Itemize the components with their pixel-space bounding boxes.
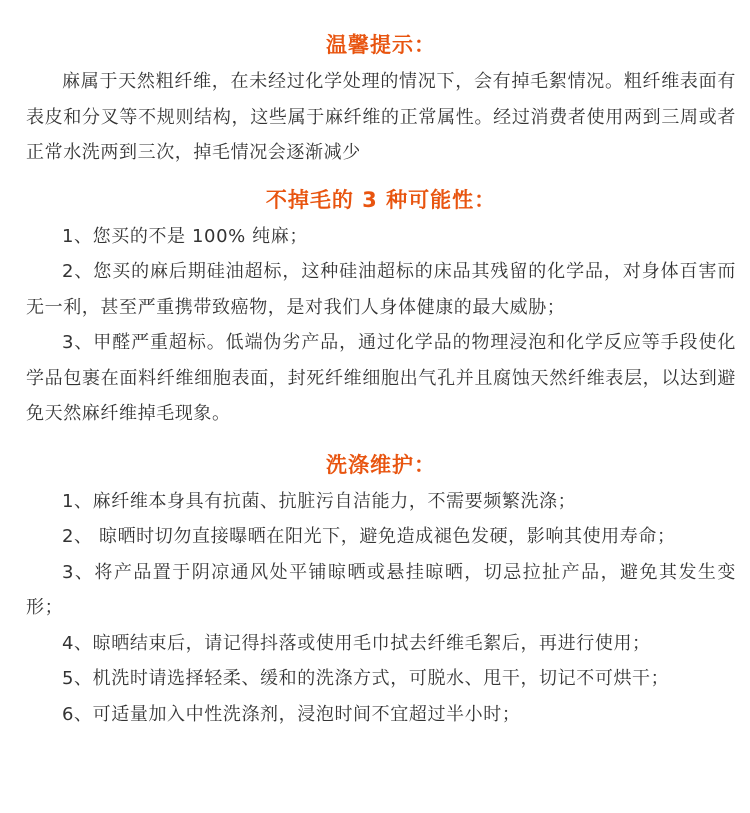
no-shedding-item-1: 1、您买的不是 100% 纯麻； [62,225,308,247]
washing-care-item-5: 5、机洗时请选择轻柔、缓和的洗涤方式，可脱水、甩干，切记不可烘干； [62,668,670,689]
no-shedding-item-2: 2、您买的麻后期硅油超标，这种硅油超标的床品其残留的化学品，对身体百害而无一利，甚至严重携带致癌物，是对我们人身体健康的最大威胁； [26,261,736,318]
washing-care-item-6: 6、可适量加入中性洗涤剂，浸泡时间不宜超过半小时； [62,703,521,725]
no-shedding-title: 不掉毛的 3 种可能性： [265,187,497,212]
no-shedding-item-3: 3、甲醛严重超标。低端伪劣产品，通过化学品的物理浸泡和化学反应等手段使化学品包裹在面料纤维细胞表面，封死纤维细胞出气孔并且腐蚀天然纤维表层，以达到避免天然麻纤维掉毛现象。 [26,332,736,424]
washing-care-item-4: 4、晾晒结束后，请记得抖落或使用毛巾拭去纤维毛絮后，再进行使用； [62,632,651,654]
washing-care-item-3: 3、将产品置于阴凉通风处平铺晾晒或悬挂晾晒，切忌拉扯产品，避免其发生变形； [26,561,736,618]
washing-care-item-2: 2、 晾晒时切勿直接曝晒在阳光下，避免造成褪色发硬，影响其使用寿命； [62,526,676,547]
warm-tips-paragraph: 麻属于天然粗纤维，在未经过化学处理的情况下，会有掉毛絮情况。粗纤维表面有表皮和分叉等不规则结构，这些属于麻纤维的正常属性。经过消费者使用两到三周或者正常水洗两到三次，掉毛情况会逐渐减少 [26,71,736,163]
washing-care-item-1: 1、麻纤维本身具有抗菌、抗脏污自洁能力，不需要频繁洗涤； [62,490,577,512]
washing-care-title: 洗涤维护： [326,452,436,477]
warm-tips-title: 温馨提示： [326,33,436,57]
